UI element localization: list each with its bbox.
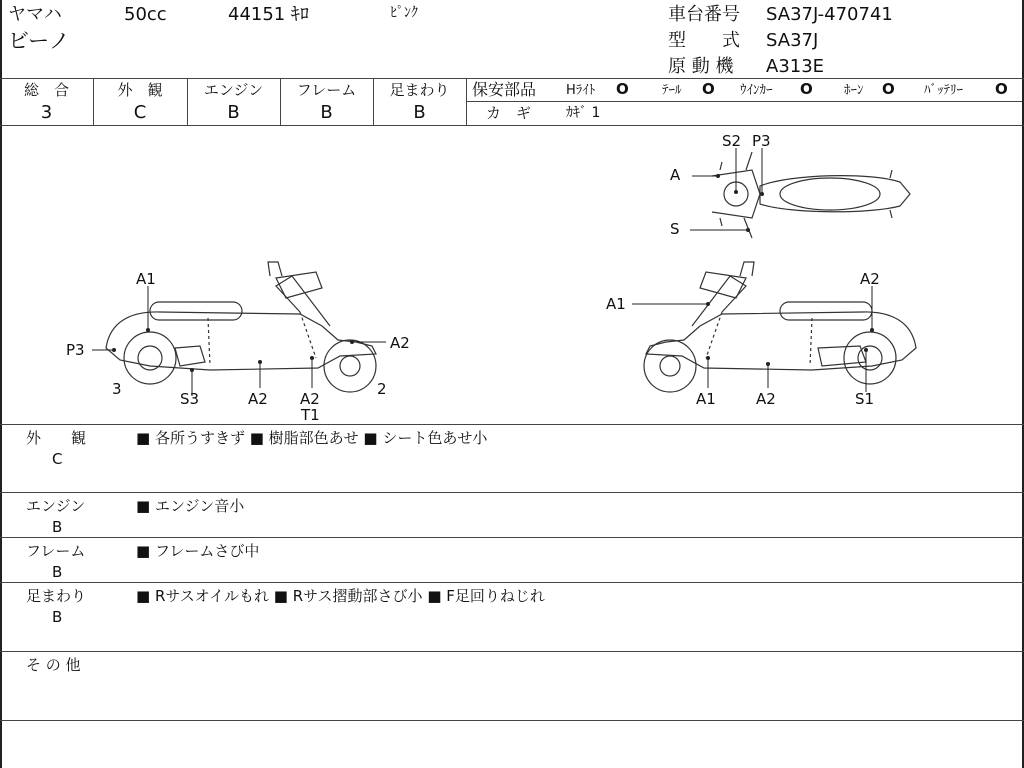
safety-item-headlight: Hﾗｲﾄ <box>566 83 596 98</box>
safety-status-headlight: O <box>616 80 629 98</box>
diagram-label: T1 <box>301 406 320 424</box>
diagram-label: A2 <box>248 390 268 408</box>
remark-grade-engine: B <box>52 518 63 536</box>
engine-code: A313E <box>766 56 825 77</box>
remark-label-suspension: 足まわり <box>26 587 87 605</box>
model-label: 型 式 <box>668 30 740 51</box>
engine-label: 原 動 機 <box>668 56 734 77</box>
displacement: 50cc <box>124 4 167 25</box>
remark-label-other: そ の 他 <box>26 656 81 674</box>
diagram-label: S <box>670 220 680 238</box>
remark-grade-frame: B <box>52 563 63 581</box>
diagram-label: 3 <box>112 380 122 398</box>
scooter-top-view <box>712 152 910 238</box>
suspension-grade-label: 足まわり <box>389 81 450 99</box>
mileage: 44151 ｷﾛ <box>228 4 309 25</box>
diagram-label: P3 <box>752 132 771 150</box>
suspension-grade: B <box>413 102 426 123</box>
exterior-grade: C <box>133 102 147 123</box>
diagram-label: A1 <box>696 390 716 408</box>
diagram-label: S1 <box>855 390 875 408</box>
maker: ヤマハ <box>8 4 62 25</box>
remark-text-suspension: ■ Rサスオイルもれ ■ Rサス摺動部さび小 ■ F足回りねじれ <box>136 587 545 605</box>
diagram-label: S2 <box>722 132 742 150</box>
remark-grade-exterior: C <box>52 450 63 468</box>
safety-item-horn: ﾎｰﾝ <box>844 83 864 98</box>
remark-label-frame: フレーム <box>26 542 86 560</box>
key-label: カ ギ <box>486 104 532 122</box>
model-name: ビーノ <box>8 29 70 53</box>
remark-text-engine: ■ エンジン音小 <box>136 497 245 515</box>
key-value: ｶｷﾞ 1 <box>566 105 601 121</box>
exterior-label: 外 観 <box>117 81 163 99</box>
color: ﾋﾟﾝｸ <box>390 5 418 21</box>
diagram-label: A2 <box>756 390 776 408</box>
rule <box>0 78 1024 79</box>
diagram-label: A2 <box>860 270 880 288</box>
diagram-label: P3 <box>66 341 85 359</box>
diagram-label: A2 <box>390 334 410 352</box>
rule <box>0 582 1024 583</box>
remark-grade-suspension: B <box>52 608 63 626</box>
overall-grade: 3 <box>40 102 53 123</box>
frame-grade-label: フレーム <box>296 81 357 99</box>
safety-status-winker: O <box>800 80 813 98</box>
frame-no-label: 車台番号 <box>668 4 740 25</box>
frame-no: SA37J-470741 <box>766 4 893 25</box>
diagram-label: A <box>670 166 681 184</box>
rule <box>466 78 467 125</box>
rule <box>0 424 1024 425</box>
safety-status-battery: O <box>995 80 1008 98</box>
frame-grade: B <box>320 102 333 123</box>
engine-grade: B <box>227 102 240 123</box>
safety-status-tail: O <box>702 80 715 98</box>
diagram-label: A1 <box>136 270 156 288</box>
rule <box>0 720 1024 721</box>
safety-status-horn: O <box>882 80 895 98</box>
remark-label-exterior: 外 観 <box>26 429 87 447</box>
diagram-label: A1 <box>606 295 626 313</box>
diagram-label: A2 <box>300 390 320 408</box>
safety-item-battery: ﾊﾞｯﾃﾘｰ <box>924 83 963 98</box>
safety-item-winker: ｳｲﾝｶｰ <box>740 83 773 98</box>
overall-label: 総 合 <box>23 81 69 99</box>
safety-title: 保安部品 <box>472 80 537 99</box>
rule <box>0 537 1024 538</box>
diagram-label: S3 <box>180 390 200 408</box>
safety-item-tail: ﾃｰﾙ <box>662 83 682 98</box>
rule <box>466 101 1022 102</box>
diagram-label: 2 <box>377 380 387 398</box>
damage-diagram <box>0 126 1024 424</box>
engine-grade-label: エンジン <box>203 81 264 99</box>
rule <box>0 651 1024 652</box>
model-code: SA37J <box>766 30 819 51</box>
remark-label-engine: エンジン <box>26 497 86 515</box>
rule <box>0 492 1024 493</box>
remark-text-exterior: ■ 各所うすきず ■ 樹脂部色あせ ■ シート色あせ小 <box>136 429 488 447</box>
remark-text-frame: ■ フレームさび中 <box>136 542 260 560</box>
